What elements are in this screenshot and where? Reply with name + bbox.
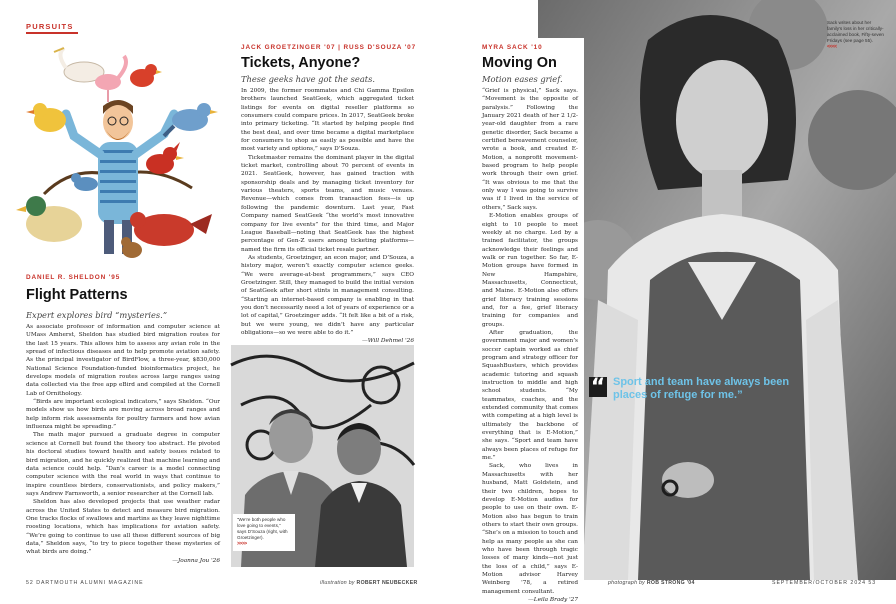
section-label: PURSUITS bbox=[26, 22, 74, 31]
caption-arrows-left-icon: <<<< bbox=[827, 44, 837, 50]
moving-headline: Moving On bbox=[482, 55, 557, 71]
moving-paragraph: “Grief is physical,” Sack says. “Movement is the opposite of paralysis.” Following the January 2021 death of her 2 1/2-year-old daughter from a rare genetic disorder, Sack became a certified bereavement counselor, wrote a book, and created E-Motion, a nonprofit movement-based program to help people work through their own grief. “It was obvious to me that the only way I was going to survive was if I lived in the service of others,” Sack says. bbox=[482, 88, 578, 211]
moving-byline: MYRA SACK '10 bbox=[482, 44, 543, 51]
cofounders-caption bbox=[233, 514, 295, 551]
bird-green-duck bbox=[16, 196, 82, 242]
pull-quote: Sport and team have always been places of refuge for me.” bbox=[613, 376, 790, 401]
bird-man-illustration bbox=[14, 44, 218, 264]
quote-mark-icon: “ bbox=[590, 375, 606, 400]
moving-paragraph: Sack, who lives in Massachusetts with her husband, Matt Goldstein, and their two children, hopes to develop E-Motion audios for people to use on their own. E-Motion also has begun to train others to start their own groups. “She’s on a mission to touch and help as many people as she can who have been through tragic losses of many kinds—not just the loss of a child,” says E-Motion advisor Harvey Weinberg '78, a retired management consultant. bbox=[482, 463, 578, 595]
cofounders-caption-text: “We’re both people who love going to events,” says D’Souza (right, with Groetzinger). bbox=[237, 517, 288, 540]
tickets-body bbox=[241, 87, 414, 345]
flight-paragraph: Sheldon has also developed projects that use weather radar across the United States to detect and measure bird migration. One tracks flocks of swallows and martins as they leave nighttime roosting locations, which has implications for aviation safety. “We’re going to continue to use all these different sources of big data,” Sheldon says, “to try to piece together these mysteries of what birds are doing.” bbox=[26, 499, 220, 556]
sack-portrait-photo bbox=[538, 0, 896, 580]
illustration-credit-name: ROBERT NEUBECKER bbox=[356, 580, 418, 586]
flight-paragraph: As associate professor of information and computer science at UMass Amherst, Sheldon has studied bird migration routes for the last 15 years. This allows him to assess any avian role in the spread of infectious diseases and to help promote aviation safety. As the principal investigator of BirdFlow, a three-year, $830,000 National Science Foundation-funded bioinformatics project, he develops models of migration routes across large ranges using data collected via the free app eBird and compiled at the Cornell Lab of Ornithology. bbox=[26, 324, 220, 397]
bird-blue-small bbox=[71, 173, 98, 191]
illustration-credit-label: illustration by bbox=[320, 580, 355, 586]
flight-paragraph: “Birds are important ecological indicators,” says Sheldon. “Our models show us how birds are moving across broad ranges and help inform risk assessments for poultry farmers and how avian influenza might be spreading.” bbox=[26, 399, 220, 431]
sack-photo-caption bbox=[827, 20, 887, 50]
bird-yellow-left bbox=[26, 103, 66, 132]
photo-credit-name: ROB STRONG '04 bbox=[646, 580, 695, 586]
flight-paragraph: The math major pursued a graduate degree in computer science at Cornell but found the theory too abstract. He pivoted his doctoral studies toward health and safety issues related to bird migration, and he quickly realized that machine learning and data science could help. “Dan’s career is a model connecting computer science with the real world in ways that continue to inspire countless birders, conservationists, and policy makers,” says Andrew Farnsworth, a senior researcher at the Cornell lab. bbox=[26, 432, 220, 497]
sack-caption-text: Sack writes about her family’s loss in her critically-acclaimed book, Fifty-seven Fridays (see page 55). bbox=[827, 20, 884, 43]
flight-headline: Flight Patterns bbox=[26, 287, 128, 303]
footer-left: 52 DARTMOUTH ALUMNI MAGAZINE bbox=[26, 580, 144, 586]
section-rule bbox=[26, 32, 78, 34]
caption-arrows-icon: >>>> bbox=[237, 541, 247, 547]
bird-red-top bbox=[130, 64, 162, 87]
moving-body bbox=[482, 87, 578, 603]
bird-pink-flamingo bbox=[95, 56, 126, 102]
moving-paragraph: E-Motion enables groups of eight to 10 people to meet weekly at no charge. Led by a trained facilitator, the groups acknowledge their feelings and walk or run together. So far, E-Motion groups have formed in New Hampshire, Massachusetts, Connecticut, and Maine. E-Motion also offers grief literacy training sessions and, for a fee, grief literacy training for companies and groups. bbox=[482, 213, 578, 328]
moving-signature: —Leila Brady '27 bbox=[528, 596, 578, 603]
flight-signature: —Joanna Jou '26 bbox=[172, 557, 220, 564]
footer-right: SEPTEMBER/OCTOBER 2024 53 bbox=[772, 580, 877, 586]
photo-credit-label: photograph by bbox=[608, 580, 646, 586]
tickets-signature: —Will Dehmel '26 bbox=[361, 338, 414, 345]
flight-byline: DANIEL R. SHELDON '95 bbox=[26, 274, 121, 281]
tickets-byline: JACK GROETZINGER '07 | RUSS D'SOUZA '07 bbox=[241, 44, 417, 51]
tickets-paragraph: Ticketmaster remains the dominant player in the digital ticket market, controlling about 70 percent of events in 2021. SeatGeek, however, has gained traction with sponsorship deals and by managing ticket inventory for various theaters, sports teams, and music venues. Revenue—which comes from transaction fees—is up following the pandemic downturn. Last year, Fast Company named SeatGeek “the world’s most innovative company for live events” for the third time, and Major League Baseball—noting that SeatGeek has the highest percentage of Gen-Z users among ticketing platforms—named the firm its official ticket resale partner. bbox=[241, 154, 414, 253]
flight-body bbox=[26, 323, 220, 571]
bird-blue-right bbox=[164, 103, 218, 136]
tickets-paragraph: As students, Groetzinger, an econ major, and D’Souza, a history major, weren’t exactly computer science geeks. “We were average-at-best programmers,” says CEO Groetzinger. Still, they managed to build the initial version of SeatGeek after short stints in management consulting. “Starting an internet-based company is enabling in that you don’t necessarily need a lot of years of experience or a lot of capital,” Groetzinger adds. “It felt like a bit of a risk, but we were young, we didn’t have any particular obligations—so we were able to do it.” bbox=[241, 254, 414, 336]
moving-paragraph: After graduation, the government major and women’s soccer captain worked as chief program and strategy officer for SquashBusters, which provides academic tutoring and squash instruction to middle and high school students. “My teammates, coaches, and the extended community that comes with competing at a high level is ultimately the backbone of everything that is E-Motion,” she says. “Sport and team have always been places of refuge for me.” bbox=[482, 329, 578, 462]
moving-deck: Motion eases grief. bbox=[482, 74, 563, 84]
bird-red-large bbox=[130, 212, 212, 246]
illustration-credit bbox=[320, 580, 418, 586]
photo-credit bbox=[608, 580, 695, 586]
tickets-deck: These geeks have got the seats. bbox=[241, 74, 376, 84]
bird-white-top bbox=[54, 48, 104, 82]
tickets-headline: Tickets, Anyone? bbox=[241, 55, 361, 71]
tickets-paragraph: In 2009, the former roommates and Chi Gamma Epsilon brothers launched SeatGeek, which aggregated ticket listings for events on digital reseller platforms so consumers could compare prices. In 2017, SeatGeek broke into primary ticketing. “It started by helping people find the best deal, and over time became a digital marketplace for consumers to shop as easily as possible and have the most variety and options,” says D’Souza. bbox=[241, 88, 414, 153]
flight-deck: Expert explores bird “mysteries.” bbox=[26, 310, 168, 320]
